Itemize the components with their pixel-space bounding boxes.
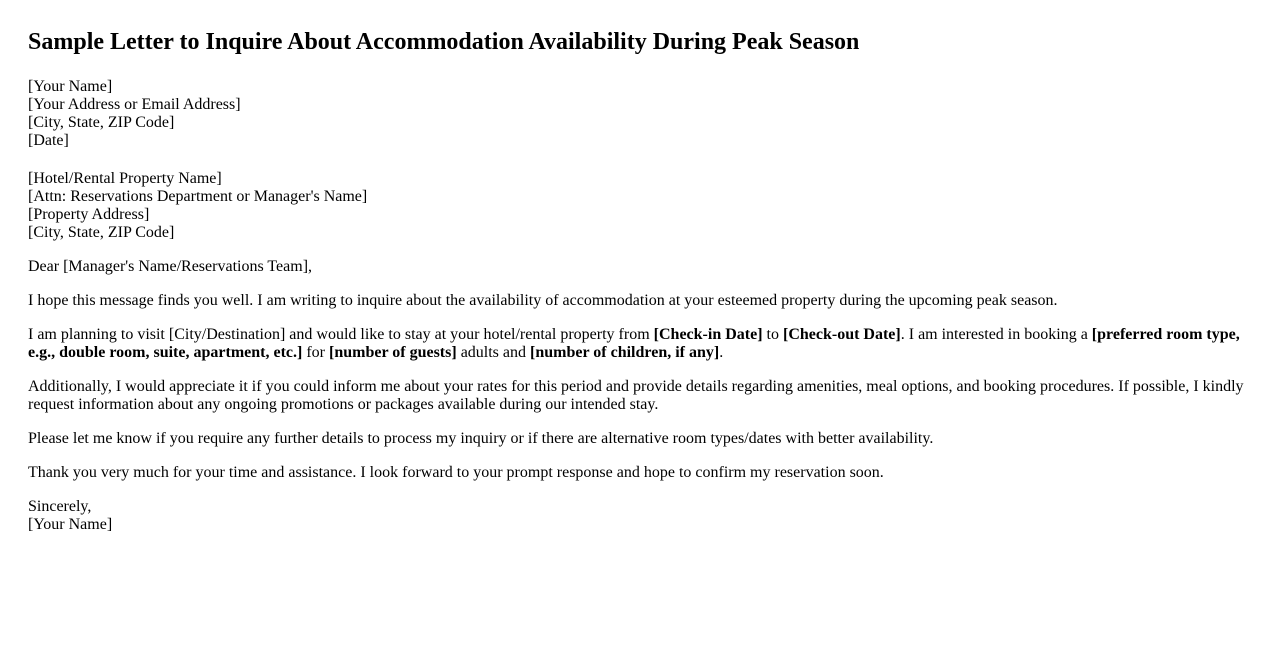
paragraph-booking-details — [28, 326, 1250, 362]
recipient-property: [Hotel/Rental Property Name] — [28, 170, 222, 187]
booking-text: . — [719, 344, 724, 361]
recipient-address: [Property Address] — [28, 206, 150, 223]
recipient-city: [City, State, ZIP Code] — [28, 224, 175, 241]
closing-block — [28, 498, 1250, 534]
sender-city: [City, State, ZIP Code] — [28, 114, 175, 131]
page-title: Sample Letter to Inquire About Accommodation Availability During Peak Season — [28, 29, 860, 55]
sender-block — [28, 78, 1250, 150]
recipient-attn: [Attn: Reservations Department or Manager's Name] — [28, 188, 368, 205]
booking-text: I am planning to visit [City/Destination] and would like to stay at your hotel/rental property from — [28, 326, 654, 343]
salutation: Dear [Manager's Name/Reservations Team], — [28, 258, 313, 275]
paragraph-intro: I hope this message finds you well. I am writing to inquire about the availability of accommodation at your esteemed property during the upcoming peak season. — [28, 292, 1058, 309]
guest-count: [number of guests] — [328, 344, 457, 361]
booking-text: . I am interested in booking a — [900, 326, 1092, 343]
checkout-date: [Check-out Date] — [782, 326, 901, 343]
room-type: [preferred room type, e.g., double room, suite, apartment, etc.] — [28, 326, 1240, 361]
paragraph-further-details: Please let me know if you require any further details to process my inquiry or if there are alternative room types/dates with better availability. — [28, 430, 934, 447]
booking-text: adults and — [456, 344, 531, 361]
children-count: [number of children, if any] — [530, 344, 720, 361]
booking-text: for — [302, 344, 329, 361]
checkin-date: [Check-in Date] — [653, 326, 763, 343]
paragraph-rates: Additionally, I would appreciate it if you could inform me about your rates for this period and provide details regarding amenities, meal options, and booking procedures. If possible, I kindly request information about any ongoing promotions or packages available during our intended stay. — [28, 378, 1244, 413]
booking-text: to — [762, 326, 783, 343]
letter-date: [Date] — [28, 132, 69, 149]
recipient-block — [28, 170, 1250, 242]
sender-address: [Your Address or Email Address] — [28, 96, 241, 113]
signature: [Your Name] — [28, 516, 113, 533]
sender-name: [Your Name] — [28, 78, 113, 95]
closing: Sincerely, — [28, 498, 92, 515]
paragraph-thanks: Thank you very much for your time and assistance. I look forward to your prompt response and hope to confirm my reservation soon. — [28, 464, 884, 481]
